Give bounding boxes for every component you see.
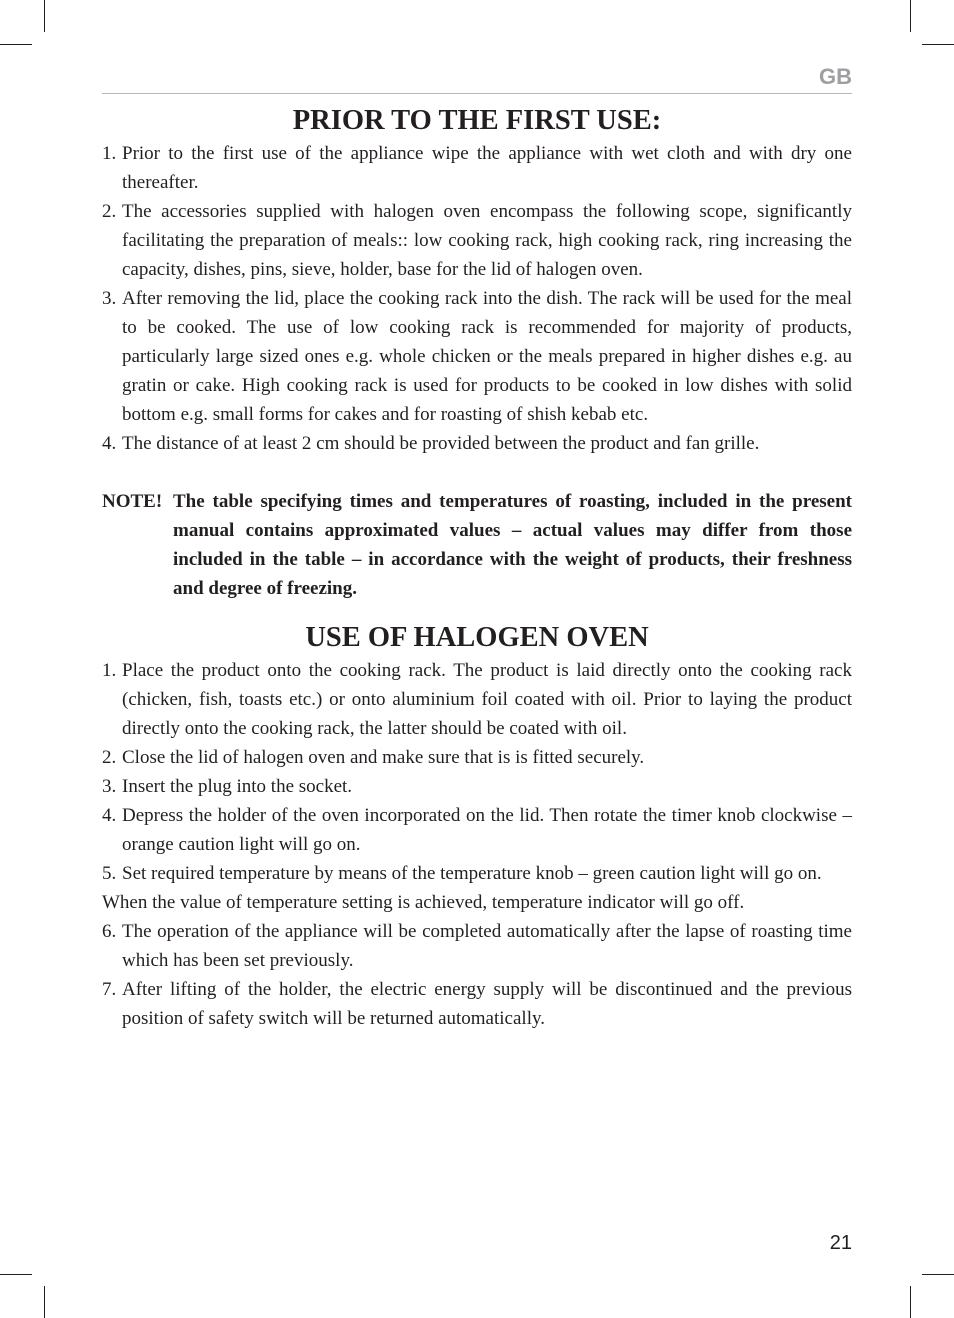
item-text: Depress the holder of the oven incorporated on the lid. Then rotate the timer knob clockwise – orange caution light will go on. xyxy=(122,805,852,855)
list-item xyxy=(102,284,852,429)
item-text: Insert the plug into the socket. xyxy=(122,776,353,797)
item-text: After lifting of the holder, the electric energy supply will be discontinued and the previous position of safety switch will be returned automatically. xyxy=(122,979,852,1029)
section-title-prior-use: PRIOR TO THE FIRST USE: xyxy=(292,105,662,136)
list-item xyxy=(102,859,852,888)
crop-mark xyxy=(922,44,954,45)
list-item xyxy=(102,801,852,859)
item-number: 4. xyxy=(102,805,117,826)
item-number: 2. xyxy=(102,201,117,222)
list-item xyxy=(102,975,852,1033)
item-text: Close the lid of halogen oven and make sure that is is fitted securely. xyxy=(122,747,645,768)
item-text: The distance of at least 2 cm should be provided between the product and fan grille. xyxy=(122,433,760,454)
crop-mark xyxy=(922,1274,954,1275)
crop-mark xyxy=(910,0,911,32)
list-item xyxy=(102,772,852,801)
item-number: 7. xyxy=(102,979,117,1000)
page-content xyxy=(102,106,852,1033)
item-text: Set required temperature by means of the temperature knob – green caution light will go on. xyxy=(122,863,822,884)
list-item xyxy=(102,429,852,458)
list-item xyxy=(102,917,852,975)
prior-use-list xyxy=(102,139,852,458)
item-number: 3. xyxy=(102,776,117,797)
item-number: 1. xyxy=(102,143,117,164)
item-number: 3. xyxy=(102,288,117,309)
list-item xyxy=(102,197,852,284)
use-oven-list-continued xyxy=(102,917,852,1033)
crop-mark xyxy=(44,0,45,32)
crop-mark xyxy=(0,1274,32,1275)
item-number: 1. xyxy=(102,660,117,681)
list-item xyxy=(102,656,852,743)
item-number: 6. xyxy=(102,921,117,942)
item-text: The operation of the appliance will be completed automatically after the lapse of roasting time which has been set previously. xyxy=(122,921,852,971)
item-number: 2. xyxy=(102,747,117,768)
list-item xyxy=(102,743,852,772)
crop-mark xyxy=(910,1286,911,1318)
use-oven-list xyxy=(102,656,852,888)
item-number: 5. xyxy=(102,863,117,884)
crop-mark xyxy=(0,44,32,45)
crop-mark xyxy=(44,1286,45,1318)
language-code: GB xyxy=(819,64,852,89)
note-block xyxy=(102,487,852,603)
item-number: 4. xyxy=(102,433,117,454)
page-number: 21 xyxy=(829,1232,852,1254)
note-text: The table specifying times and temperatures of roasting, included in the present manual contains approximated values – actual values may differ from those included in the table – in accordance with the weight of products, their freshness and degree of freezing. xyxy=(173,491,852,599)
list-item xyxy=(102,139,852,197)
item-text: The accessories supplied with halogen oven encompass the following scope, significantly facilitating the preparation of meals:: low cooking rack, high cooking rack, ring increasing the capacity, dishes, pins, sieve, holder, base for the lid of halogen oven. xyxy=(122,201,852,280)
item-text: Prior to the first use of the appliance wipe the appliance with wet cloth and with dry one thereafter. xyxy=(122,143,852,193)
item-text: Place the product onto the cooking rack. The product is laid directly onto the cooking rack (chicken, fish, toasts etc.) or onto aluminium foil coated with oil. Prior to laying the product directly onto the cooking rack, the latter should be coated with oil. xyxy=(122,660,852,739)
item-text: After removing the lid, place the cooking rack into the dish. The rack will be used for the meal to be cooked. The use of low cooking rack is recommended for majority of products, particularly large sized ones e.g. whole chicken or the meals prepared in higher dishes e.g. au gratin or cake. High cooking rack is used for products to be cooked in low dishes with solid bottom e.g. small forms for cakes and for roasting of shish kebab etc. xyxy=(122,288,852,425)
interstitial-text: When the value of temperature setting is achieved, temperature indicator will go off. xyxy=(102,892,745,913)
header-rule xyxy=(102,93,852,94)
note-label: NOTE! xyxy=(102,491,163,512)
section-title-use-oven: USE OF HALOGEN OVEN xyxy=(305,622,649,653)
